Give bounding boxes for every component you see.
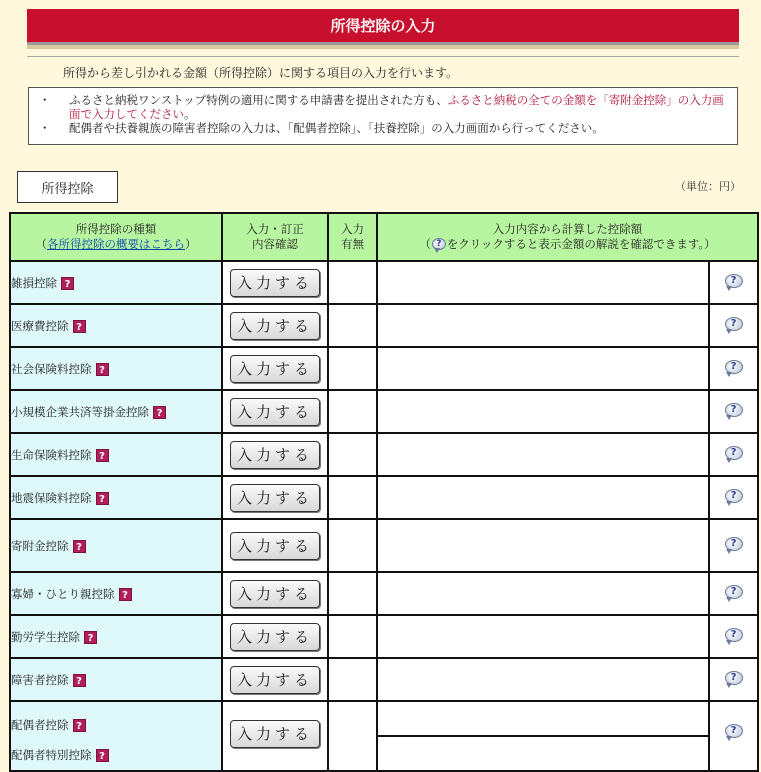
- deduction-name: 生命保険料控除: [11, 447, 92, 462]
- input-status-cell: [328, 572, 377, 615]
- notice-box: [28, 87, 738, 145]
- question-square-icon[interactable]: ?: [84, 631, 97, 644]
- deduction-name: 配偶者控除: [11, 718, 69, 732]
- question-square-icon[interactable]: ?: [61, 277, 74, 290]
- notice-text-2: 配偶者や扶養親族の障害者控除の入力は、「配偶者控除」、「扶養控除」の入力画面から行ってください。: [69, 121, 604, 135]
- col-header-amount: [377, 213, 758, 261]
- input-button[interactable]: 入力する: [230, 484, 320, 512]
- deduction-name: 寄附金控除: [11, 538, 69, 553]
- input-button[interactable]: 入力する: [230, 532, 320, 560]
- divider: [27, 56, 739, 57]
- deduction-name-cell: [10, 347, 222, 390]
- col-header-status-l1: 入力: [341, 222, 364, 236]
- help-bubble-icon[interactable]: ?: [723, 489, 745, 506]
- col-header-status-l2: 有無: [341, 237, 364, 251]
- help-bubble-icon[interactable]: ?: [723, 724, 745, 741]
- input-button-cell: [222, 572, 328, 615]
- deduction-name: 寡婦・ひとり親控除: [11, 586, 115, 601]
- col-header-amount-l2: [378, 237, 757, 252]
- table-row: [10, 658, 758, 701]
- paren-open: （: [35, 237, 47, 251]
- help-cell: [709, 261, 758, 304]
- help-cell: [709, 347, 758, 390]
- input-button[interactable]: 入力する: [230, 398, 320, 426]
- deduction-name-cell: [10, 658, 222, 701]
- amount-cell: [377, 701, 709, 736]
- amount-cell: [377, 261, 709, 304]
- input-button[interactable]: 入力する: [230, 441, 320, 469]
- table-row: [10, 433, 758, 476]
- paren-close: ）: [185, 237, 197, 251]
- table-row: [10, 615, 758, 658]
- deduction-name-row: [11, 710, 221, 740]
- table-header-row: [10, 213, 758, 261]
- notice-item-2: [37, 121, 729, 135]
- input-status-cell: [328, 519, 377, 572]
- help-cell: [709, 615, 758, 658]
- input-button[interactable]: 入力する: [230, 720, 320, 748]
- unit-label: （単位：円）: [675, 180, 741, 193]
- deduction-name-cell: [10, 572, 222, 615]
- question-square-icon[interactable]: ?: [73, 674, 86, 687]
- deduction-name-row: [11, 740, 221, 770]
- col-header-type: [10, 213, 222, 261]
- help-bubble-icon[interactable]: ?: [723, 446, 745, 463]
- overview-link[interactable]: 各所得控除の概要はこちら: [47, 237, 185, 251]
- amount-cell: [377, 519, 709, 572]
- table-row: [10, 519, 758, 572]
- input-status-cell: [328, 658, 377, 701]
- amount-cell: [377, 572, 709, 615]
- question-square-icon[interactable]: ?: [73, 320, 86, 333]
- help-cell: [709, 658, 758, 701]
- question-square-icon[interactable]: ?: [73, 719, 86, 732]
- title-underline: [27, 45, 739, 49]
- table-row: [10, 572, 758, 615]
- input-button-cell: [222, 615, 328, 658]
- deduction-name-cell: [10, 519, 222, 572]
- deduction-name: 配偶者特別控除: [11, 748, 92, 762]
- table-row: [10, 390, 758, 433]
- table-row: [10, 701, 758, 736]
- deduction-name-cell: [10, 304, 222, 347]
- help-bubble-icon[interactable]: ?: [723, 403, 745, 420]
- question-square-icon[interactable]: ?: [73, 540, 86, 553]
- amount-cell: [377, 476, 709, 519]
- input-button[interactable]: 入力する: [230, 269, 320, 297]
- help-bubble-icon[interactable]: ?: [723, 317, 745, 334]
- input-button[interactable]: 入力する: [230, 312, 320, 340]
- bullet: ・: [39, 121, 51, 135]
- input-status-cell: [328, 390, 377, 433]
- amount-cell: [377, 658, 709, 701]
- amount-cell: [377, 433, 709, 476]
- deduction-name: 障害者控除: [11, 672, 69, 687]
- amount-cell: [377, 736, 709, 771]
- table-row: [10, 261, 758, 304]
- question-square-icon[interactable]: ?: [119, 588, 132, 601]
- input-status-cell: [328, 433, 377, 476]
- notice-text-1-highlight: ふるさと納税の全ての金額を「寄附金控除」の入力画面で入力してください: [69, 93, 724, 121]
- deduction-name-cell: [10, 261, 222, 304]
- table-row: [10, 476, 758, 519]
- page-description: 所得から差し引かれる金額（所得控除）に関する項目の入力を行います。: [63, 66, 459, 80]
- amount-cell: [377, 304, 709, 347]
- input-status-cell: [328, 304, 377, 347]
- input-status-cell: [328, 615, 377, 658]
- tab-shotoku-kojo[interactable]: 所得控除: [17, 171, 118, 203]
- input-button-cell: [222, 304, 328, 347]
- input-button[interactable]: 入力する: [230, 580, 320, 608]
- amount-cell: [377, 390, 709, 433]
- input-button-cell: [222, 347, 328, 390]
- help-bubble-icon[interactable]: ?: [723, 360, 745, 377]
- col-header-amount-l2b: をクリックすると表示金額の解説を確認できます。）: [446, 237, 716, 251]
- col-header-status: [328, 213, 377, 261]
- table-row: [10, 347, 758, 390]
- input-button[interactable]: 入力する: [230, 355, 320, 383]
- deduction-name: 医療費控除: [11, 318, 69, 333]
- input-button-cell: [222, 701, 328, 771]
- help-cell: [709, 701, 758, 771]
- help-bubble-icon[interactable]: ?: [723, 628, 745, 645]
- question-square-icon[interactable]: ?: [96, 492, 109, 505]
- help-bubble-icon: ?: [431, 238, 447, 251]
- page-title: 所得控除の入力: [27, 9, 739, 45]
- help-bubble-icon[interactable]: ?: [723, 537, 745, 554]
- help-cell: [709, 433, 758, 476]
- input-status-cell: [328, 476, 377, 519]
- question-square-icon[interactable]: ?: [96, 363, 109, 376]
- input-status-cell: [328, 701, 377, 771]
- help-cell: [709, 572, 758, 615]
- input-button-cell: [222, 390, 328, 433]
- input-status-cell: [328, 347, 377, 390]
- deduction-name: 勤労学生控除: [11, 629, 80, 644]
- input-button-cell: [222, 658, 328, 701]
- question-square-icon[interactable]: ?: [153, 406, 166, 419]
- col-header-input: [222, 213, 328, 261]
- help-cell: [709, 304, 758, 347]
- input-button[interactable]: 入力する: [230, 666, 320, 694]
- help-cell: [709, 390, 758, 433]
- deduction-name: 小規模企業共済等掛金控除: [11, 404, 149, 419]
- input-button-cell: [222, 433, 328, 476]
- input-button-cell: [222, 476, 328, 519]
- notice-text-1: [69, 93, 729, 121]
- notice-text-1-prefix: ふるさと納税ワンストップ特例の適用に関する申請書を提出された方も、: [69, 93, 448, 107]
- input-status-cell: [328, 261, 377, 304]
- amount-cell: [377, 615, 709, 658]
- amount-cell: [377, 347, 709, 390]
- deduction-name-cell: [10, 701, 222, 771]
- help-cell: [709, 519, 758, 572]
- col-header-type-label: 所得控除の種類: [75, 222, 157, 236]
- deduction-name-cell: [10, 615, 222, 658]
- help-bubble-icon[interactable]: ?: [723, 585, 745, 602]
- deduction-name-cell: [10, 433, 222, 476]
- deduction-table: [9, 212, 759, 772]
- overview-link-wrapper: [11, 237, 221, 252]
- col-header-amount-l2a: （: [419, 237, 431, 251]
- help-cell: [709, 476, 758, 519]
- col-header-input-l1: 入力・訂正: [246, 222, 304, 236]
- deduction-name: 地震保険料控除: [11, 490, 92, 505]
- deduction-name-cell: [10, 476, 222, 519]
- table-row: [10, 304, 758, 347]
- help-bubble-icon[interactable]: ?: [723, 671, 745, 688]
- input-button[interactable]: 入力する: [230, 623, 320, 651]
- input-button-cell: [222, 519, 328, 572]
- col-header-input-l2: 内容確認: [252, 237, 298, 251]
- deduction-name: 雑損控除: [11, 275, 57, 290]
- question-square-icon[interactable]: ?: [96, 749, 109, 762]
- help-bubble-icon[interactable]: ?: [723, 274, 745, 291]
- question-square-icon[interactable]: ?: [96, 449, 109, 462]
- notice-text-1-suffix: 。: [184, 107, 196, 121]
- deduction-name-cell: [10, 390, 222, 433]
- col-header-amount-l1: 入力内容から計算した控除額: [492, 222, 643, 236]
- notice-item-1: [37, 93, 729, 121]
- input-button-cell: [222, 261, 328, 304]
- bullet: ・: [39, 93, 51, 107]
- deduction-name: 社会保険料控除: [11, 361, 92, 376]
